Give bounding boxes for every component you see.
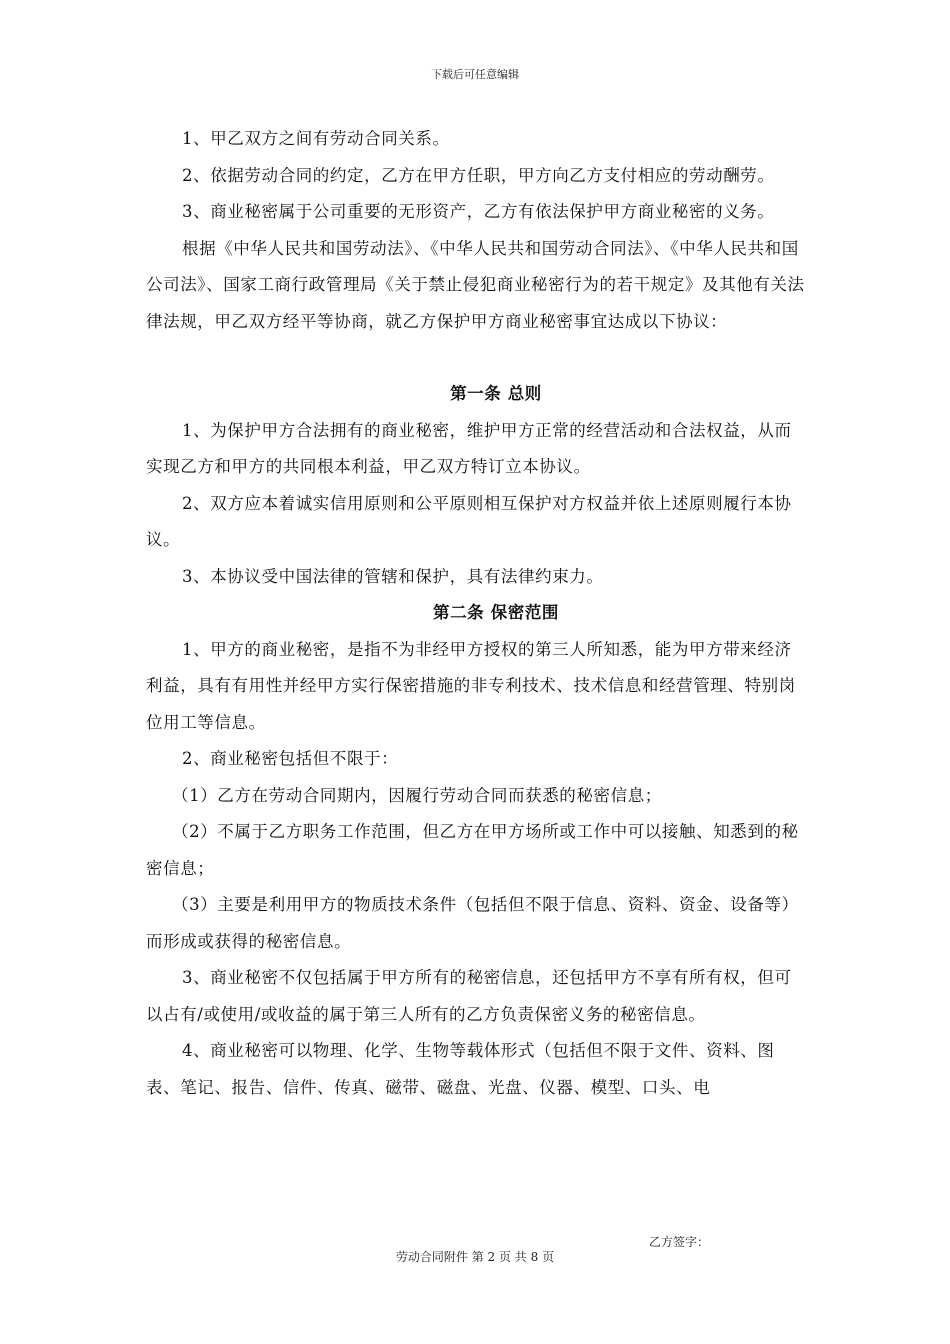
document-body: [146, 121, 806, 1106]
article-2-title: 第二条 保密范围: [432, 603, 560, 622]
article-2-item-1: （1）乙方在劳动合同期内，因履行劳动合同而获悉的秘密信息；: [172, 785, 662, 805]
blank-line: [146, 340, 806, 376]
intro-paragraph-3: 3、商业秘密属于公司重要的无形资产，乙方有依法保护甲方商业秘密的义务。: [182, 202, 775, 221]
page-footer: 劳动合同附件 第 2 页 共 8 页: [395, 1250, 555, 1264]
intro-paragraph-1: 1、甲乙双方之间有劳动合同关系。: [182, 129, 450, 148]
page-header: 下载后可任意编辑: [431, 68, 519, 81]
signature-label: 乙方签字：: [649, 1235, 710, 1249]
article-2-paragraph-1: 1、甲方的商业秘密，是指不为非经甲方授权的第三人所知悉，能为甲方带来经济利益，具有有用性并经甲方实行保密措施的非专利技术、技术信息和经营管理、特别岗位用工等信息。: [146, 639, 796, 732]
article-2-item-2: （2）不属于乙方职务工作范围，但乙方在甲方场所或工作中可以接触、知悉到的秘密信息；: [146, 822, 799, 878]
article-1-paragraph-3: 3、本协议受中国法律的管辖和保护，具有法律约束力。: [182, 566, 604, 586]
article-2-paragraph-4: 4、商业秘密可以物理、化学、生物等载体形式（包括但不限于文件、资料、图表、笔记、报告、信件、传真、磁带、磁盘、光盘、仪器、模型、口头、电: [146, 1041, 775, 1097]
intro-paragraph-4: 根据《中华人民共和国劳动法》、《中华人民共和国劳动合同法》、《中华人民共和国公司法》、国家工商行政管理局《关于禁止侵犯商业秘密行为的若干规定》及其他有关法律法规，甲乙双方经平等协商，就乙方保护甲方商业秘密事宜达成以下协议：: [146, 238, 805, 331]
article-2-paragraph-3: 3、商业秘密不仅包括属于甲方所有的秘密信息，还包括甲方不享有所有权，但可以占有/或使用/或收益的属于第三人所有的乙方负责保密义务的秘密信息。: [146, 968, 792, 1024]
article-1-paragraph-2: 2、双方应本着诚实信用原则和公平原则相互保护对方权益并依上述原则履行本协议。: [146, 493, 792, 549]
article-2-item-3: （3）主要是利用甲方的物质技术条件（包括但不限于信息、资料、资金、设备等）而形成或获得的秘密信息。: [146, 895, 799, 951]
article-1-title: 第一条 总则: [450, 384, 542, 403]
article-1-paragraph-1: 1、为保护甲方合法拥有的商业秘密，维护甲方正常的经营活动和合法权益，从而实现乙方和甲方的共同根本利益，甲乙双方特订立本协议。: [146, 420, 792, 476]
article-2-paragraph-2: 2、商业秘密包括但不限于：: [182, 749, 399, 768]
intro-paragraph-2: 2、依据劳动合同的约定，乙方在甲方任职，甲方向乙方支付相应的劳动酬劳。: [182, 165, 775, 185]
